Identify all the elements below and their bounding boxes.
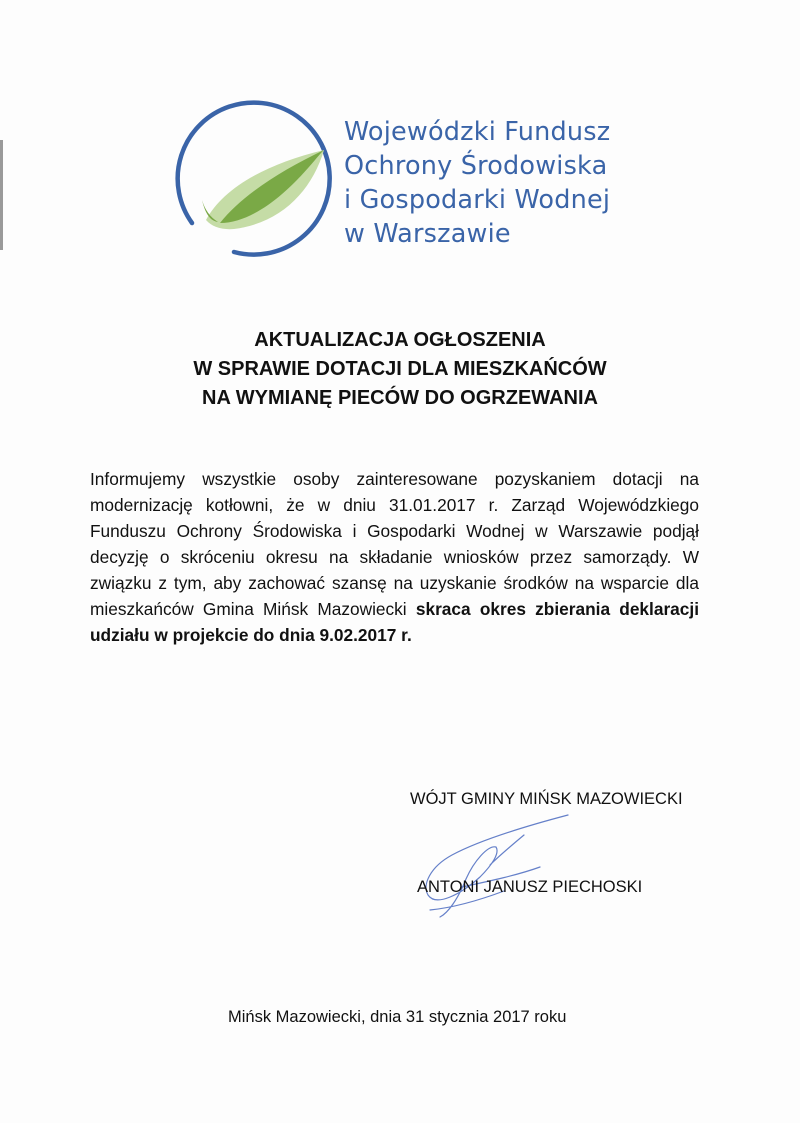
document-title <box>100 326 700 413</box>
scan-edge-mark <box>0 140 3 250</box>
body-line: modernizację kotłowni, że w dniu 31.01.2017 r. Zarząd Wojewódzkiego <box>90 495 699 515</box>
logo-line: w Warszawie <box>344 219 511 249</box>
wfosigw-logo <box>172 95 632 265</box>
logo-line: Wojewódzki Fundusz <box>344 117 611 147</box>
body-line: Funduszu Ochrony Środowiska i Gospodarki Wodnej w Warszawie podjął <box>90 521 699 541</box>
leaf-ring-logo-icon <box>172 95 337 260</box>
body-text-normal: mieszkańców Gmina Mińsk Mazowiecki <box>90 599 416 619</box>
signer-title: WÓJT GMINY MIŃSK MAZOWIECKI <box>410 790 683 808</box>
body-line: Informujemy wszystkie osoby zainteresowane pozyskaniem dotacji na <box>90 469 699 489</box>
announcement-body <box>90 466 699 648</box>
body-line <box>90 596 699 622</box>
body-line: związku z tym, aby zachować szansę na uzyskanie środków na wsparcie dla <box>90 573 699 593</box>
logo-line: Ochrony Środowiska <box>344 151 608 181</box>
logo-wordmark <box>344 115 634 251</box>
title-line: W SPRAWIE DOTACJI DLA MIESZKAŃCÓW <box>193 358 607 380</box>
deadline-highlight: skracа okres zbierania deklaracji <box>415 599 700 619</box>
logo-line: i Gospodarki Wodnej <box>344 185 611 215</box>
deadline-highlight: udziału w projekcie do dnia 9.02.2017 r. <box>90 625 412 645</box>
place-and-date: Mińsk Mazowiecki, dnia 31 stycznia 2017 roku <box>228 1008 567 1026</box>
signer-name: ANTONI JANUSZ PIECHOSKI <box>417 878 643 896</box>
body-line: decyzję o skróceniu okresu na składanie wniosków przez samorządy. W <box>90 547 699 567</box>
handwritten-signature-icon <box>400 795 600 925</box>
title-line: AKTUALIZACJA OGŁOSZENIA <box>254 329 546 351</box>
signature-block <box>400 790 710 920</box>
title-line: NA WYMIANĘ PIECÓW DO OGRZEWANIA <box>202 387 598 409</box>
